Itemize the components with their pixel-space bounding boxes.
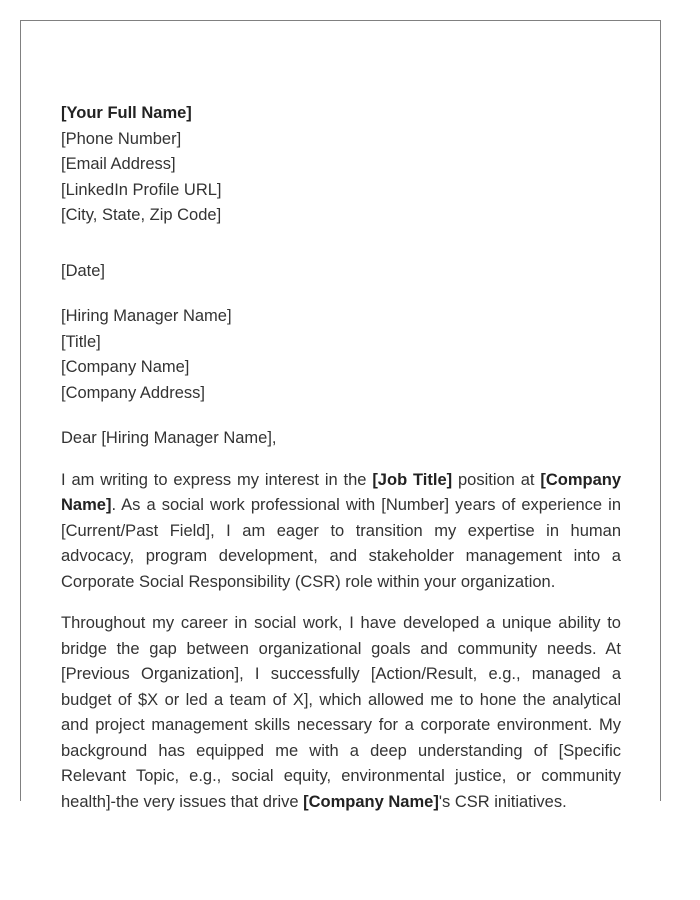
sender-phone: [Phone Number] xyxy=(61,129,182,148)
recipient-title: [Title] xyxy=(61,332,101,351)
letter-page xyxy=(20,20,661,811)
sender-name: [Your Full Name] xyxy=(61,104,192,122)
letter-date: [Date] xyxy=(61,261,106,280)
recipient-name: [Hiring Manager Name] xyxy=(61,307,232,325)
salutation: Dear [Hiring Manager Name], xyxy=(61,429,277,447)
recipient-address: [Company Address] xyxy=(61,383,205,402)
sender-block xyxy=(61,101,621,229)
body-paragraph-1: I am writing to express my interest in the [Job Title] position at [Company Name]. As a social work professional with [Number] years of experience in [Current/Past Field], I am eager to transition my expertise in human advocacy, program development, and stakeholder management into a Corporate Social Responsibility (CSR) role within your organization. xyxy=(61,470,621,591)
sender-linkedin: [LinkedIn Profile URL] xyxy=(61,180,222,199)
letter-content xyxy=(61,101,621,815)
body-paragraph-2: Throughout my career in social work, I have developed a unique ability to bridge the gap between organizational goals and community needs. At [Previous Organization], I successfully [Action/Result, e.g., managed a budget of $X or led a team of X], which allowed me to hone the analytical and project management skills necessary for a corporate environment. My background has equipped me with a deep understanding of [Specific Relevant Topic, e.g., social equity, environmental justice, or community health]-the very issues that drive [Company Name]'s CSR initiatives. xyxy=(61,614,621,811)
recipient-company: [Company Name] xyxy=(61,358,190,376)
recipient-block xyxy=(61,304,621,406)
sender-email: [Email Address] xyxy=(61,155,176,173)
sender-location: [City, State, Zip Code] xyxy=(61,206,222,224)
